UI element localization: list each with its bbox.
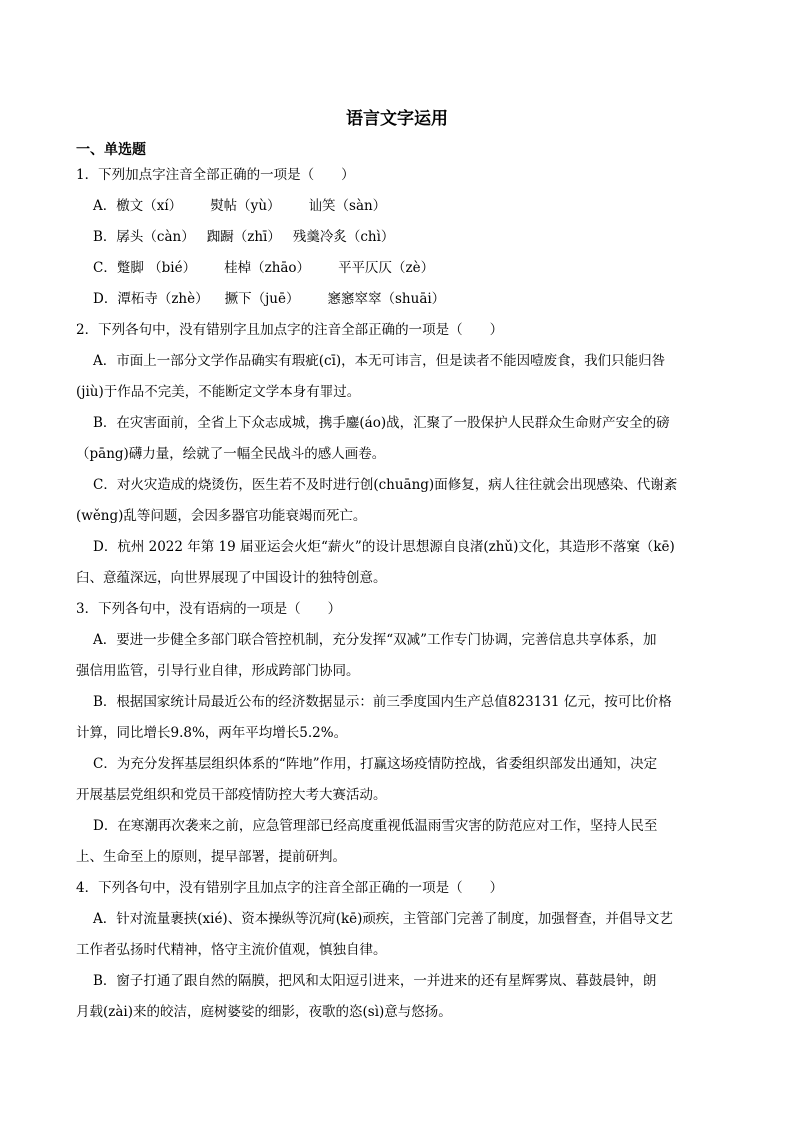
question-1-stem: 1．下列加点字注音全部正确的一项是（ ） xyxy=(76,167,355,183)
question-2-stem: 2．下列各句中，没有错别字且加点字的注音全部正确的一项是（ ） xyxy=(76,322,504,338)
question-4-option-a[interactable]: A．针对流量裹挟(xié)、资本操纵等沉疴(kē)顽疾，主管部门完善了制度，加强督查，并倡导文艺 xyxy=(93,911,673,927)
question-4-option-a-cont: 工作者弘扬时代精神，恪守主流价值观，慎独自律。 xyxy=(76,942,387,958)
question-3-option-b-cont: 计算，同比增长9.8%，两年平均增长5.2%。 xyxy=(76,725,348,741)
question-2-option-c-cont: (wěng)乱等问题，会因多器官功能衰竭而死亡。 xyxy=(76,508,367,524)
question-1-option-c[interactable]: C．蹩脚 （bié） 桂棹（zhāo） 平平仄仄（zè） xyxy=(93,260,435,276)
question-2-option-d-cont: 臼、意蕴深远，向世界展现了中国设计的独特创意。 xyxy=(76,570,387,586)
question-4-stem: 4．下列各句中，没有错别字且加点字的注音全部正确的一项是（ ） xyxy=(76,880,504,896)
page-title: 语言文字运用 xyxy=(346,109,448,129)
question-1-option-a[interactable]: A．檄文（xí） 熨帖（yù） 讪笑（sàn） xyxy=(93,198,387,214)
question-3-option-a-cont: 强信用监管，引导行业自律，形成跨部门协同。 xyxy=(76,663,360,679)
question-3-option-d[interactable]: D．在寒潮再次袭来之前，应急管理部已经高度重视低温雨雪灾害的防范应对工作，坚持人民至 xyxy=(93,818,658,834)
question-2-option-a-cont: (jiù)于作品不完美，不能断定文学本身有罪过。 xyxy=(76,384,361,400)
question-1-option-d[interactable]: D．潭柘寺（zhè） 撅下（juē） 窸窸窣窣（shuāi） xyxy=(93,291,446,307)
question-2-option-d[interactable]: D．杭州 2022 年第 19 届亚运会火炬“薪火”的设计思想源自良渚(zhǔ)文化，其造形不落窠（kē) xyxy=(93,539,675,555)
question-3-stem: 3．下列各句中，没有语病的一项是（ ） xyxy=(76,601,342,617)
question-1-option-b[interactable]: B．孱头（càn） 踟蹰（zhī） 残羹冷炙（chì） xyxy=(93,229,395,245)
question-list xyxy=(76,160,720,1028)
question-2-option-c[interactable]: C．对火灾造成的烧烫伤，医生若不及时进行创(chuāng)面修复，病人往往就会出现感染、代谢紊 xyxy=(93,477,678,493)
question-3-option-a[interactable]: A．要进一步健全多部门联合管控机制，充分发挥“双减”工作专门协调，完善信息共享体系，加 xyxy=(93,632,657,648)
question-2-option-b[interactable]: B．在灾害面前，全省上下众志成城，携手鏖(áo)战，汇聚了一股保护人民群众生命财产安全的磅 xyxy=(93,415,670,431)
question-2-option-a[interactable]: A．市面上一部分文学作品确实有瑕疵(cī)，本无可讳言，但是读者不能因噎废食，我们只能归咎 xyxy=(93,353,666,369)
question-3-option-b[interactable]: B．根据国家统计局最近公布的经济数据显示：前三季度国内生产总值823131 亿元，按可比价格 xyxy=(93,694,672,710)
question-3-option-c[interactable]: C．为充分发挥基层组织体系的“阵地”作用，打赢这场疫情防控战，省委组织部发出通知，决定 xyxy=(93,756,658,772)
section-heading: 一、单选题 xyxy=(76,142,146,158)
question-4-option-b[interactable]: B．窗子打通了跟自然的隔膜，把风和太阳逗引进来，一并进来的还有星辉雾岚、暮鼓晨钟，朗 xyxy=(93,973,657,989)
question-3-option-d-cont: 上、生命至上的原则，提早部署，提前研判。 xyxy=(76,849,346,865)
question-3-option-c-cont: 开展基层党组织和党员干部疫情防控大考大赛活动。 xyxy=(76,787,387,803)
question-4-option-b-cont: 月载(zài)来的皎洁，庭树婆娑的细影，夜歌的恣(sì)意与悠扬。 xyxy=(76,1004,452,1020)
question-2-option-b-cont: （pāng)礴力量，绘就了一幅全民战斗的感人画卷。 xyxy=(76,446,386,462)
